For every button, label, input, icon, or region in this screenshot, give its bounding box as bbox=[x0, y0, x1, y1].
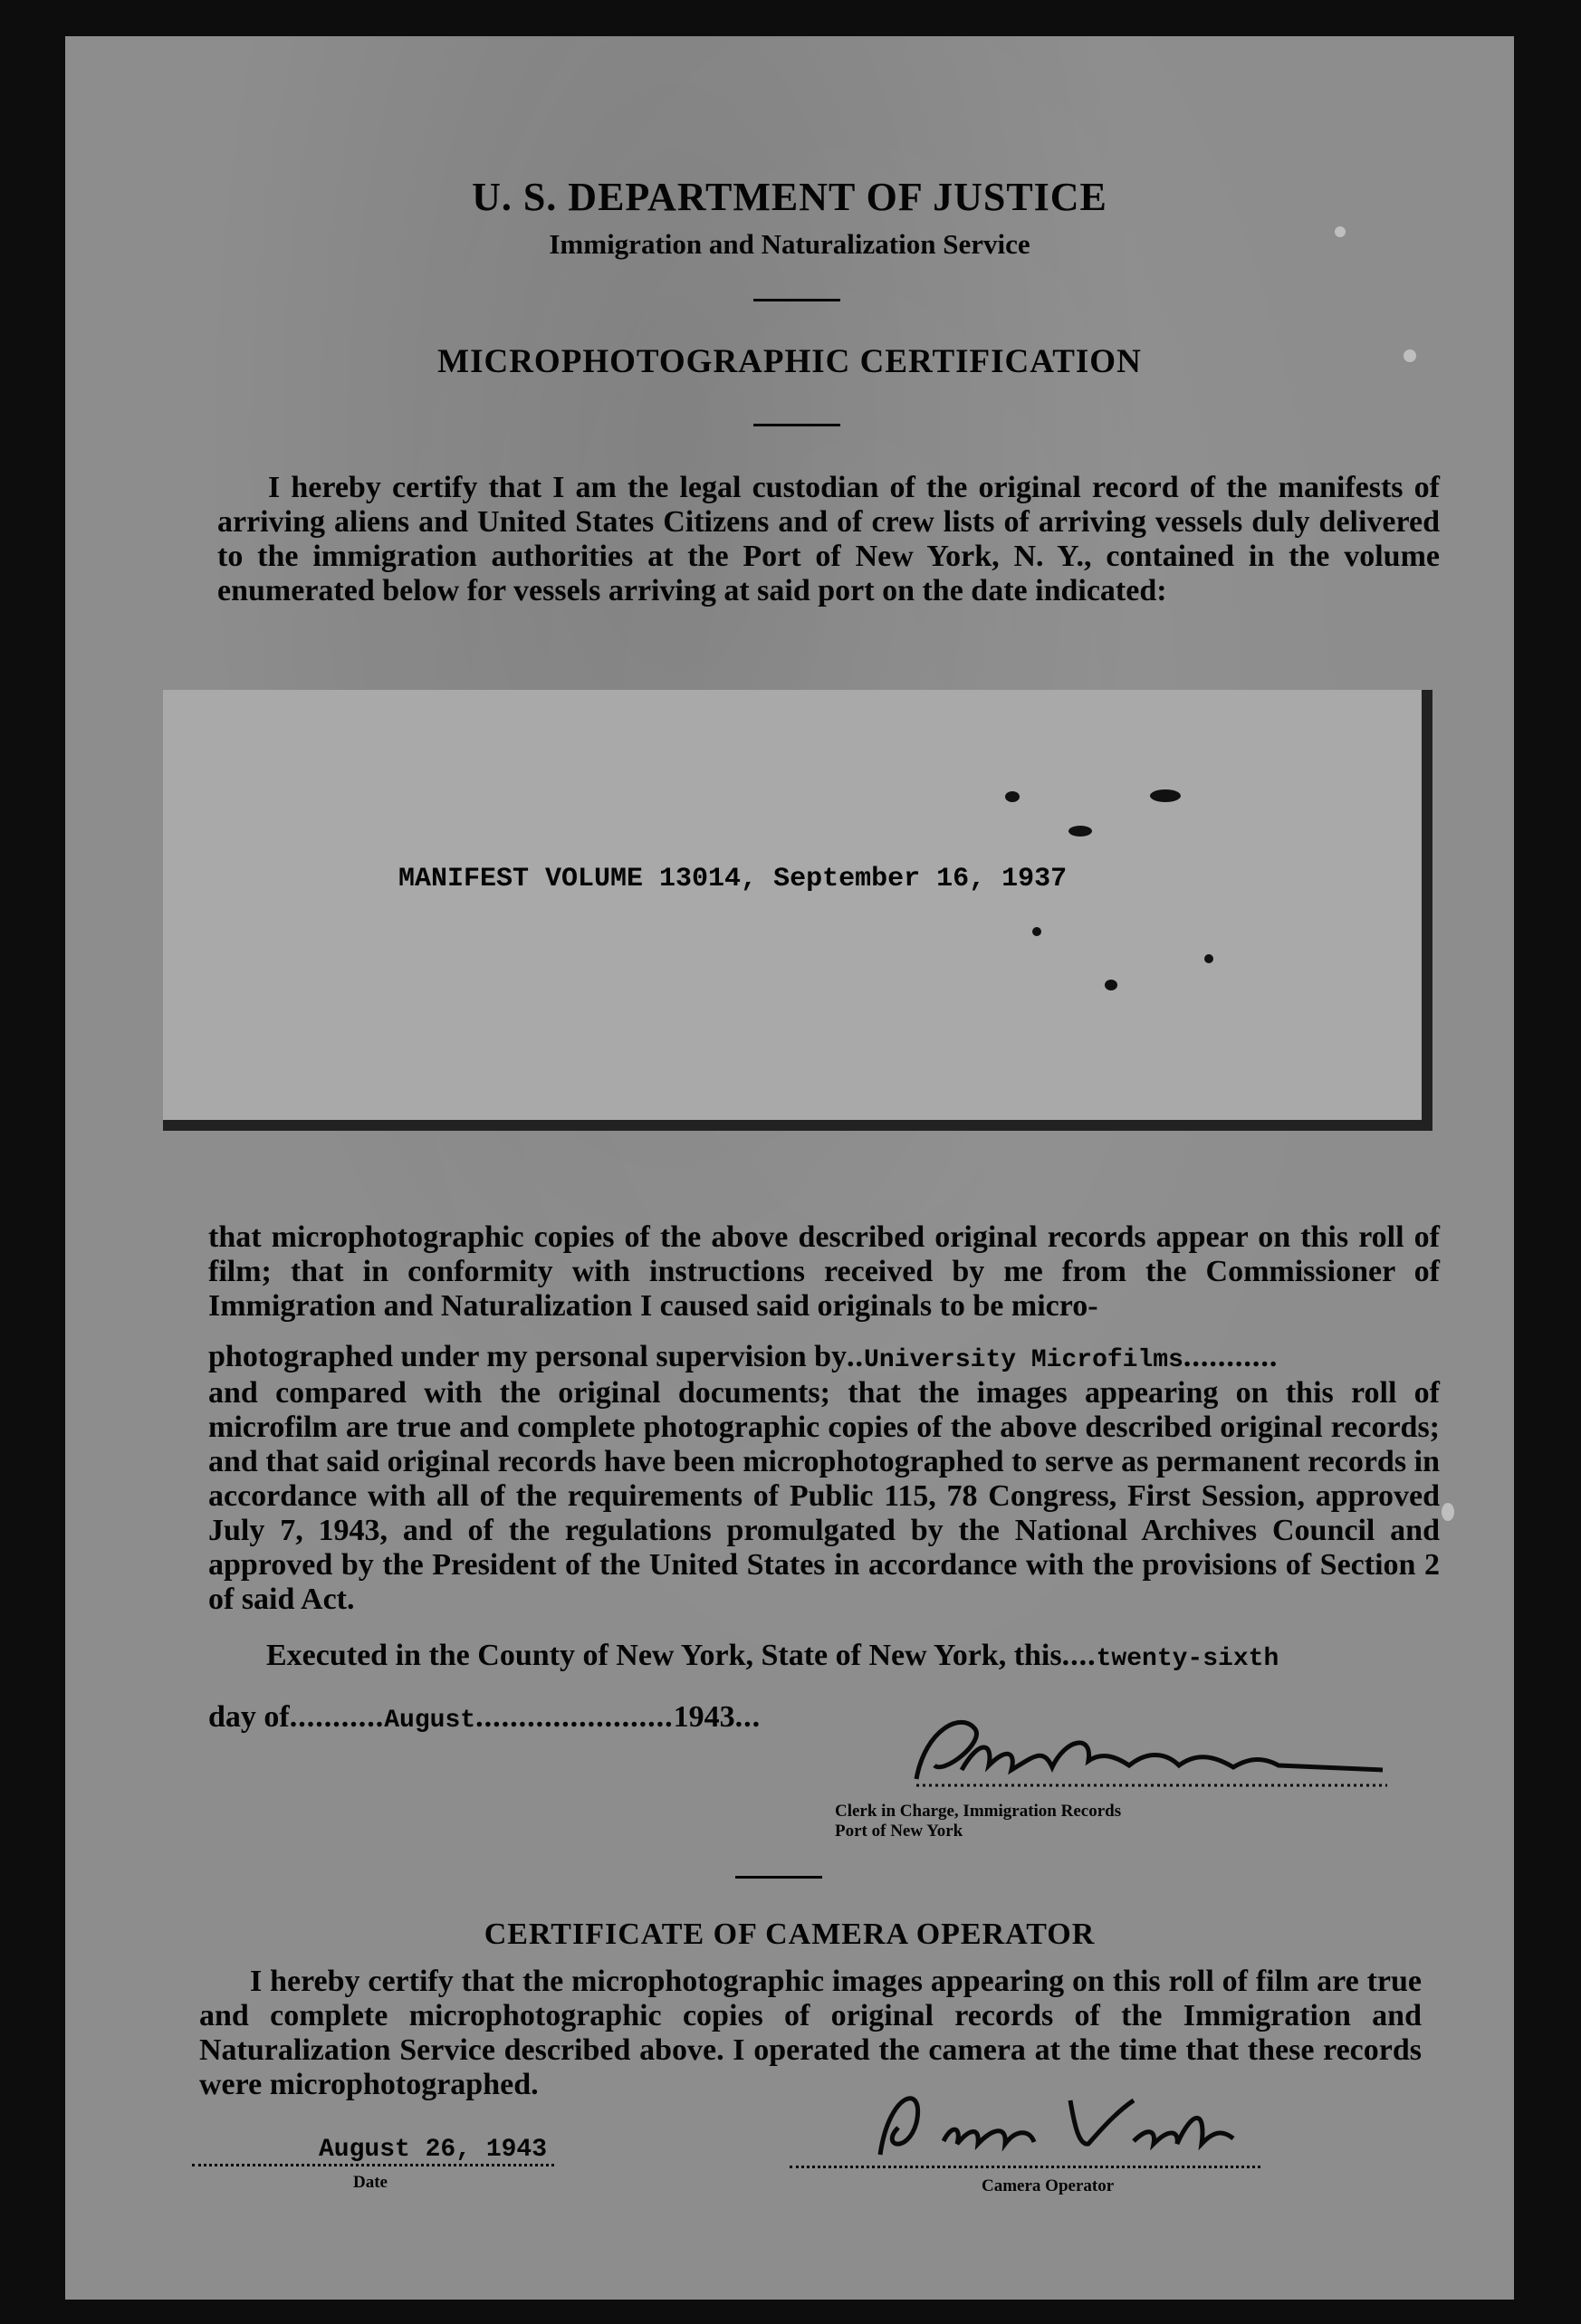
department-heading: U. S. DEPARTMENT OF JUSTICE bbox=[472, 175, 1107, 219]
executed-month: August bbox=[384, 1707, 476, 1735]
divider bbox=[753, 299, 840, 301]
date-value: August 26, 1943 bbox=[319, 2136, 548, 2164]
ink-speck bbox=[1204, 954, 1213, 963]
supervision-prefix: photographed under my personal supervision by bbox=[208, 1340, 848, 1373]
divider bbox=[735, 1876, 822, 1879]
body-paragraph-b: and compared with the original documents; that the images appearing on this roll of microfilm are true and complete photographic copies of the above described original records; and that said original records have been microphotographed to serve as permanent records in accordance with all of the requirements of Public 115, 78 Congress, First Session, approved July 7, 1943, and of the regulations promulgated by the National Archives Council and approved by the President of the United States in accordance with the provisions of Section 2 of said Act. bbox=[208, 1376, 1440, 1616]
service-subheading: Immigration and Naturalization Service bbox=[549, 228, 1030, 260]
dot-leader: ... bbox=[734, 1700, 762, 1734]
dot-leader: .. bbox=[847, 1340, 865, 1373]
dot-leader: ........... bbox=[1183, 1340, 1279, 1373]
day-of-label: day of bbox=[208, 1700, 290, 1734]
body-paragraph-a: that microphotographic copies of the above described original records appear on this roll of film; that in conformity with instructions received by me from the Commissioner of Immigration and Naturalization I caused said originals to be micro- bbox=[208, 1220, 1440, 1323]
operator-dotted-line bbox=[790, 2166, 1260, 2168]
camera-operator-signature bbox=[862, 2073, 1242, 2173]
executed-prefix: Executed in the County of New York, State of New York, this bbox=[266, 1639, 1062, 1672]
intro-paragraph: I hereby certify that I am the legal custodian of the original record of the manifests of arriving aliens and United States Citizens and of crew lists of arriving vessels duly delivered to the immigration authorities at the Port of New York, N. Y., contained in the volume enumerated below for vessels arriving at said port on the date indicated: bbox=[217, 471, 1440, 607]
clerk-signature bbox=[907, 1702, 1396, 1802]
divider bbox=[753, 424, 840, 426]
clerk-title bbox=[835, 1802, 1121, 1841]
stain-spot bbox=[1442, 1503, 1454, 1521]
clerk-title-line-1: Clerk in Charge, Immigration Records bbox=[835, 1802, 1122, 1821]
operator-certificate-text: I hereby certify that the microphotographic images appearing on this roll of film are true and complete microphotographic copies of original records of the Immigration and Naturalization Service described above. I operated the camera at the time that these records were microphotographed. bbox=[199, 1965, 1422, 2101]
ink-speck bbox=[1032, 927, 1041, 936]
ink-speck bbox=[1005, 791, 1020, 802]
supervisor-name: University Microfilms bbox=[864, 1346, 1183, 1374]
dot-leader: ....................... bbox=[475, 1700, 674, 1734]
date-dotted-line bbox=[192, 2164, 554, 2166]
manifest-volume-label: MANIFEST VOLUME 13014, September 16, 1937 bbox=[398, 864, 1068, 894]
clerk-title-line-2: Port of New York bbox=[835, 1822, 963, 1841]
supervision-line bbox=[208, 1340, 1278, 1374]
stain-spot bbox=[1404, 349, 1416, 362]
dot-leader: ........... bbox=[289, 1700, 385, 1734]
executed-line bbox=[266, 1639, 1279, 1673]
executed-day: twenty-sixth bbox=[1096, 1645, 1279, 1673]
camera-operator-label: Camera Operator bbox=[982, 2176, 1115, 2195]
manifest-card bbox=[163, 690, 1432, 1131]
executed-year: 1943 bbox=[673, 1700, 735, 1734]
ink-speck bbox=[1105, 980, 1117, 990]
certification-title: MICROPHOTOGRAPHIC CERTIFICATION bbox=[437, 343, 1142, 380]
stain-spot bbox=[1335, 226, 1346, 237]
certificate-sheet bbox=[65, 36, 1514, 2300]
ink-speck bbox=[1150, 789, 1181, 802]
dot-leader: .... bbox=[1061, 1639, 1097, 1672]
ink-speck bbox=[1068, 826, 1092, 837]
month-year-line bbox=[208, 1700, 761, 1735]
operator-certificate-title: CERTIFICATE OF CAMERA OPERATOR bbox=[484, 1918, 1096, 1951]
date-label: Date bbox=[353, 2173, 388, 2192]
